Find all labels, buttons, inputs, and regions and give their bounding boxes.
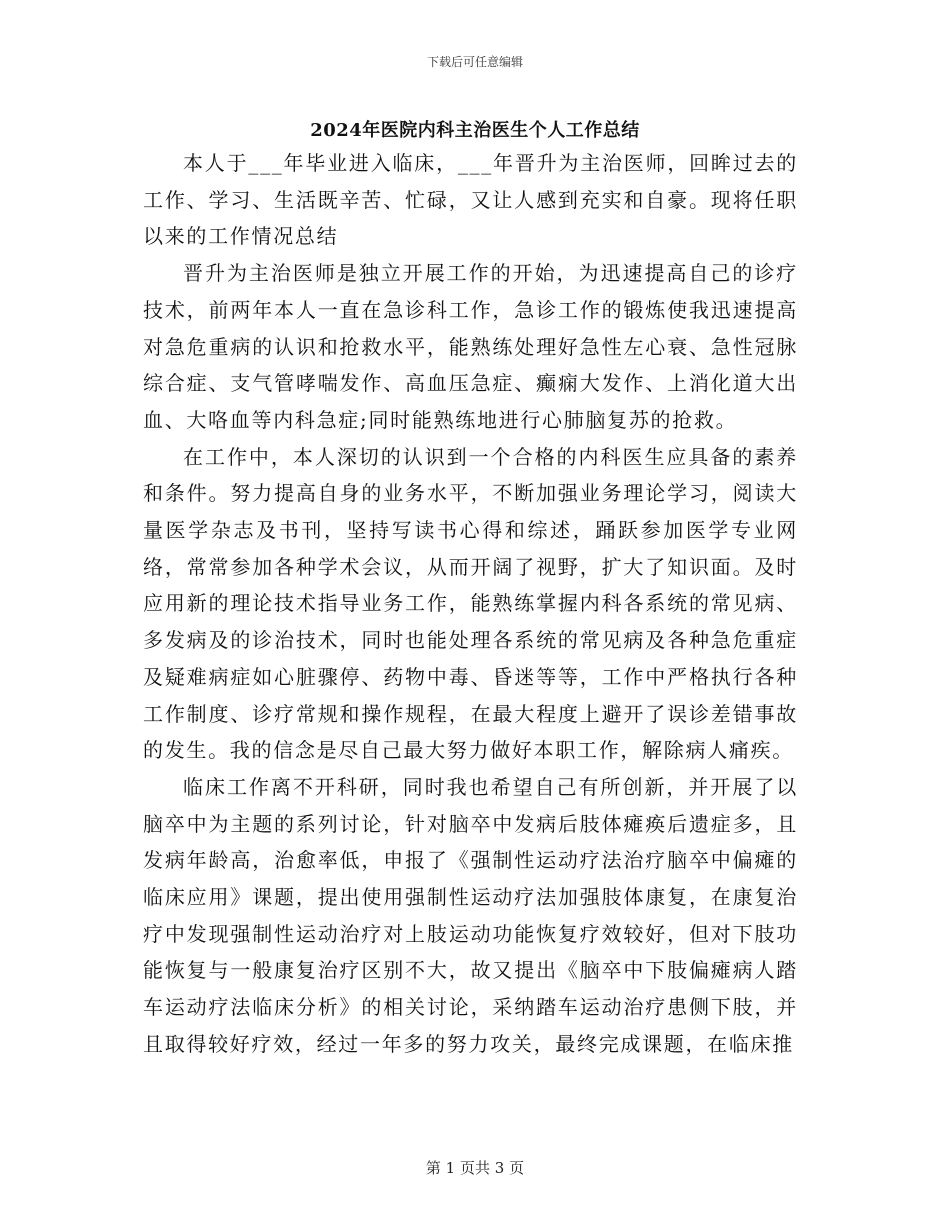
document-body [143,145,798,1063]
paragraph-intro: 本人于___年毕业进入临床，___年晋升为主治医师，回眸过去的工作、学习、生活既辛苦、忙碌，又让人感到充实和自豪。现将任职以来的工作情况总结 [143,151,798,249]
page-number: 第 1 页共 3 页 [425,1159,525,1177]
page-header-note: 下载后可任意编辑 [426,55,523,69]
paragraph-emergency-work: 晋升为主治医师是独立开展工作的开始，为迅速提高自己的诊疗技术，前两年本人一直在急诊科工作，急诊工作的锻炼使我迅速提高对急危重病的认识和抢救水平，能熟练处理好急性左心衰、急性冠脉综合症、支气管哮喘发作、高血压急症、癫痫大发作、上消化道大出血、大咯血等内科急症;同时能熟练地进行心肺脑复苏的抢救。 [143,261,798,432]
paragraph-professional-study: 在工作中，本人深切的认识到一个合格的内科医生应具备的素养和条件。努力提高自身的业务水平，不断加强业务理论学习，阅读大量医学杂志及书刊，坚持写读书心得和综述，踊跃参加医学专业网络，常常参加各种学术会议，从而开阔了视野，扩大了知识面。及时应用新的理论技术指导业务工作，能熟练掌握内科各系统的常见病、多发病及的诊治技术，同时也能处理各系统的常见病及各种急危重症及疑难病症如心脏骤停、药物中毒、昏迷等等，工作中严格执行各种工作制度、诊疗常规和操作规程，在最大程度上避开了误诊差错事故的发生。我的信念是尽自己最大努力做好本职工作，解除病人痛疾。 [143,444,798,763]
document-title: 2024年医院内科主治医生个人工作总结 [310,120,640,141]
paragraph-research: 临床工作离不开科研，同时我也希望自己有所创新，并开展了以脑卒中为主题的系列讨论，针对脑卒中发病后肢体瘫痪后遗症多，且发病年龄高，治愈率低，申报了《强制性运动疗法治疗脑卒中偏瘫的临床应用》课题，提出使用强制性运动疗法加强肢体康复，在康复治疗中发现强制性运动治疗对上肢运动功能恢复疗效较好，但对下肢功能恢复与一般康复治疗区别不大，故又提出《脑卒中下肢偏瘫病人踏车运动疗法临床分析》的相关讨论，采纳踏车运动治疗患侧下肢，并且取得较好疗效，经过一年多的努力攻关，最终完成课题，在临床推 [143,774,798,1056]
